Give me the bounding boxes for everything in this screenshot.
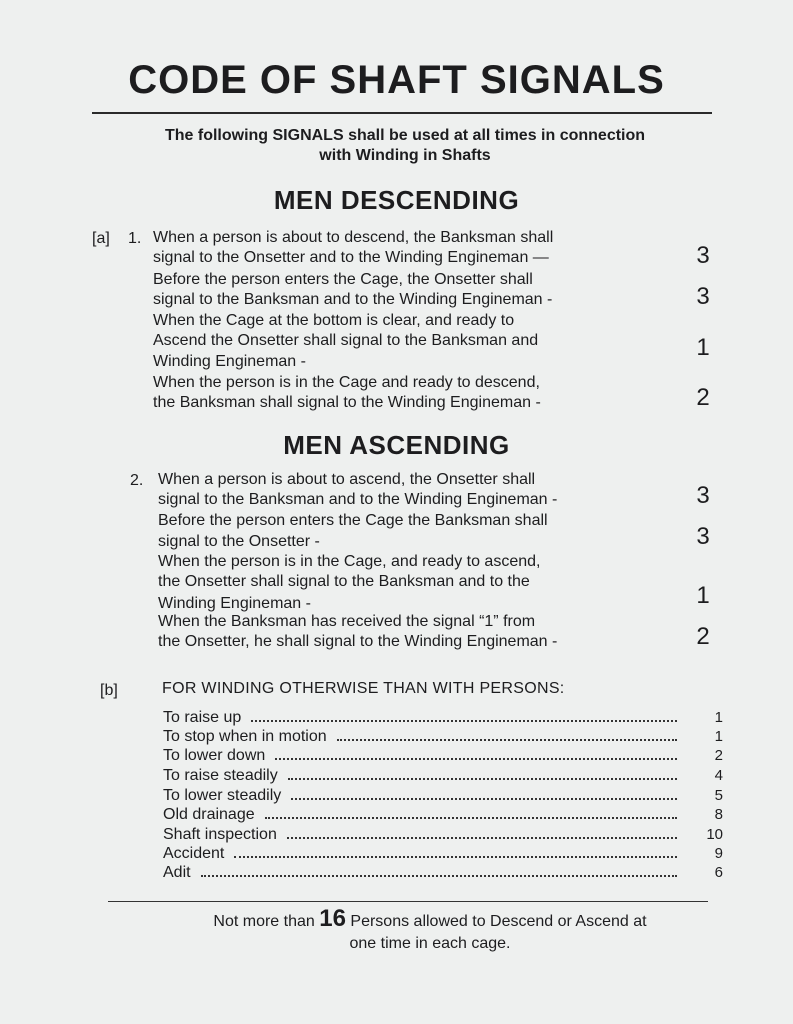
descending-line: Before the person enters the Cage, the Onsetter shall (153, 271, 533, 288)
ascending-line: Before the person enters the Cage the Banksman shall (158, 512, 548, 529)
row-signal: 2 (714, 747, 723, 764)
leader-dots (288, 766, 677, 780)
row-label: Accident (163, 845, 225, 862)
footer-divider (108, 901, 708, 902)
descending-line: signal to the Banksman and to the Winding Engineman - (153, 291, 553, 308)
table-row (163, 786, 723, 805)
ascending-heading: MEN ASCENDING (283, 430, 510, 460)
ascending-signal: 3 (696, 523, 710, 550)
ascending-line: When the person is in the Cage, and ready to ascend, (158, 553, 541, 570)
descending-line: When a person is about to descend, the Banksman shall (153, 229, 554, 246)
table-row (163, 863, 723, 882)
row-signal: 5 (714, 787, 723, 804)
descending-line: signal to the Onsetter and to the Winding Engineman — (153, 249, 549, 266)
row-signal: 9 (714, 845, 723, 862)
intro-line-2: with Winding in Shafts (319, 147, 491, 164)
leader-dots (291, 786, 677, 800)
ascending-line: the Onsetter shall signal to the Banksman and to the (158, 573, 530, 590)
row-label: Old drainage (163, 806, 255, 823)
leader-dots (287, 825, 677, 839)
row-label: To raise steadily (163, 767, 278, 784)
descending-signal: 1 (696, 334, 710, 361)
intro-line-1: The following SIGNALS shall be used at all times in connection (164, 127, 646, 144)
descending-signal: 3 (696, 242, 710, 269)
page-title: CODE OF SHAFT SIGNALS (128, 58, 665, 102)
ascending-signal: 2 (696, 623, 710, 650)
descending-line: Winding Engineman - (153, 353, 306, 370)
row-signal: 1 (714, 709, 723, 726)
row-label: To lower steadily (163, 787, 282, 804)
capacity-line-2: one time in each cage. (349, 935, 511, 952)
row-signal: 8 (714, 806, 723, 823)
table-row (163, 766, 723, 785)
ascending-line: signal to the Banksman and to the Winding Engineman - (158, 491, 558, 508)
capacity-count: 16 (319, 905, 346, 932)
row-label: Shaft inspection (163, 826, 277, 843)
ascending-line: Winding Engineman - (158, 595, 311, 612)
capacity-line-1 (150, 905, 710, 933)
ascending-line: signal to the Onsetter - (158, 533, 320, 550)
leader-dots (265, 805, 677, 819)
row-label: Adit (163, 864, 191, 881)
table-row (163, 844, 723, 863)
ascending-signal: 3 (696, 482, 710, 509)
ascending-signal: 1 (696, 582, 710, 609)
row-signal: 4 (714, 767, 723, 784)
intro-text (110, 126, 700, 166)
ascending-line: When the Banksman has received the signal “1” from (158, 613, 536, 630)
winding-heading: FOR WINDING OTHERWISE THAN WITH PERSONS: (162, 680, 565, 697)
row-signal: 1 (714, 728, 723, 745)
descending-line: When the person is in the Cage and ready to descend, (153, 374, 540, 391)
table-row (163, 727, 723, 746)
ascending-line: the Onsetter, he shall signal to the Winding Engineman - (158, 633, 558, 650)
table-row (163, 746, 723, 765)
table-row (163, 708, 723, 727)
descending-line: Ascend the Onsetter shall signal to the Banksman and (153, 332, 539, 349)
table-row (163, 805, 723, 824)
leader-dots (251, 708, 677, 722)
descending-line: When the Cage at the bottom is clear, and ready to (153, 312, 515, 329)
descending-signal: 2 (696, 384, 710, 411)
capacity-suffix: Persons allowed to Descend or Ascend at (350, 913, 647, 930)
leader-dots (275, 746, 677, 760)
leader-dots (337, 727, 677, 741)
ascending-line: When a person is about to ascend, the Onsetter shall (158, 471, 536, 488)
row-label: To lower down (163, 747, 266, 764)
capacity-prefix: Not more than (213, 913, 315, 930)
table-row (163, 825, 723, 844)
row-signal: 10 (706, 826, 723, 843)
item-number-1: 1. (128, 230, 142, 247)
row-signal: 6 (714, 864, 723, 881)
row-label: To stop when in motion (163, 728, 327, 745)
capacity-notice (150, 905, 710, 955)
leader-dots (201, 863, 677, 877)
item-number-2: 2. (130, 472, 144, 489)
descending-signal: 3 (696, 283, 710, 310)
title-divider (92, 112, 712, 114)
section-tag-b: [b] (100, 682, 118, 699)
row-label: To raise up (163, 709, 242, 726)
descending-heading: MEN DESCENDING (273, 185, 520, 215)
leader-dots (234, 844, 677, 858)
section-tag-a: [a] (92, 230, 110, 247)
descending-line: the Banksman shall signal to the Winding Engineman - (153, 394, 541, 411)
